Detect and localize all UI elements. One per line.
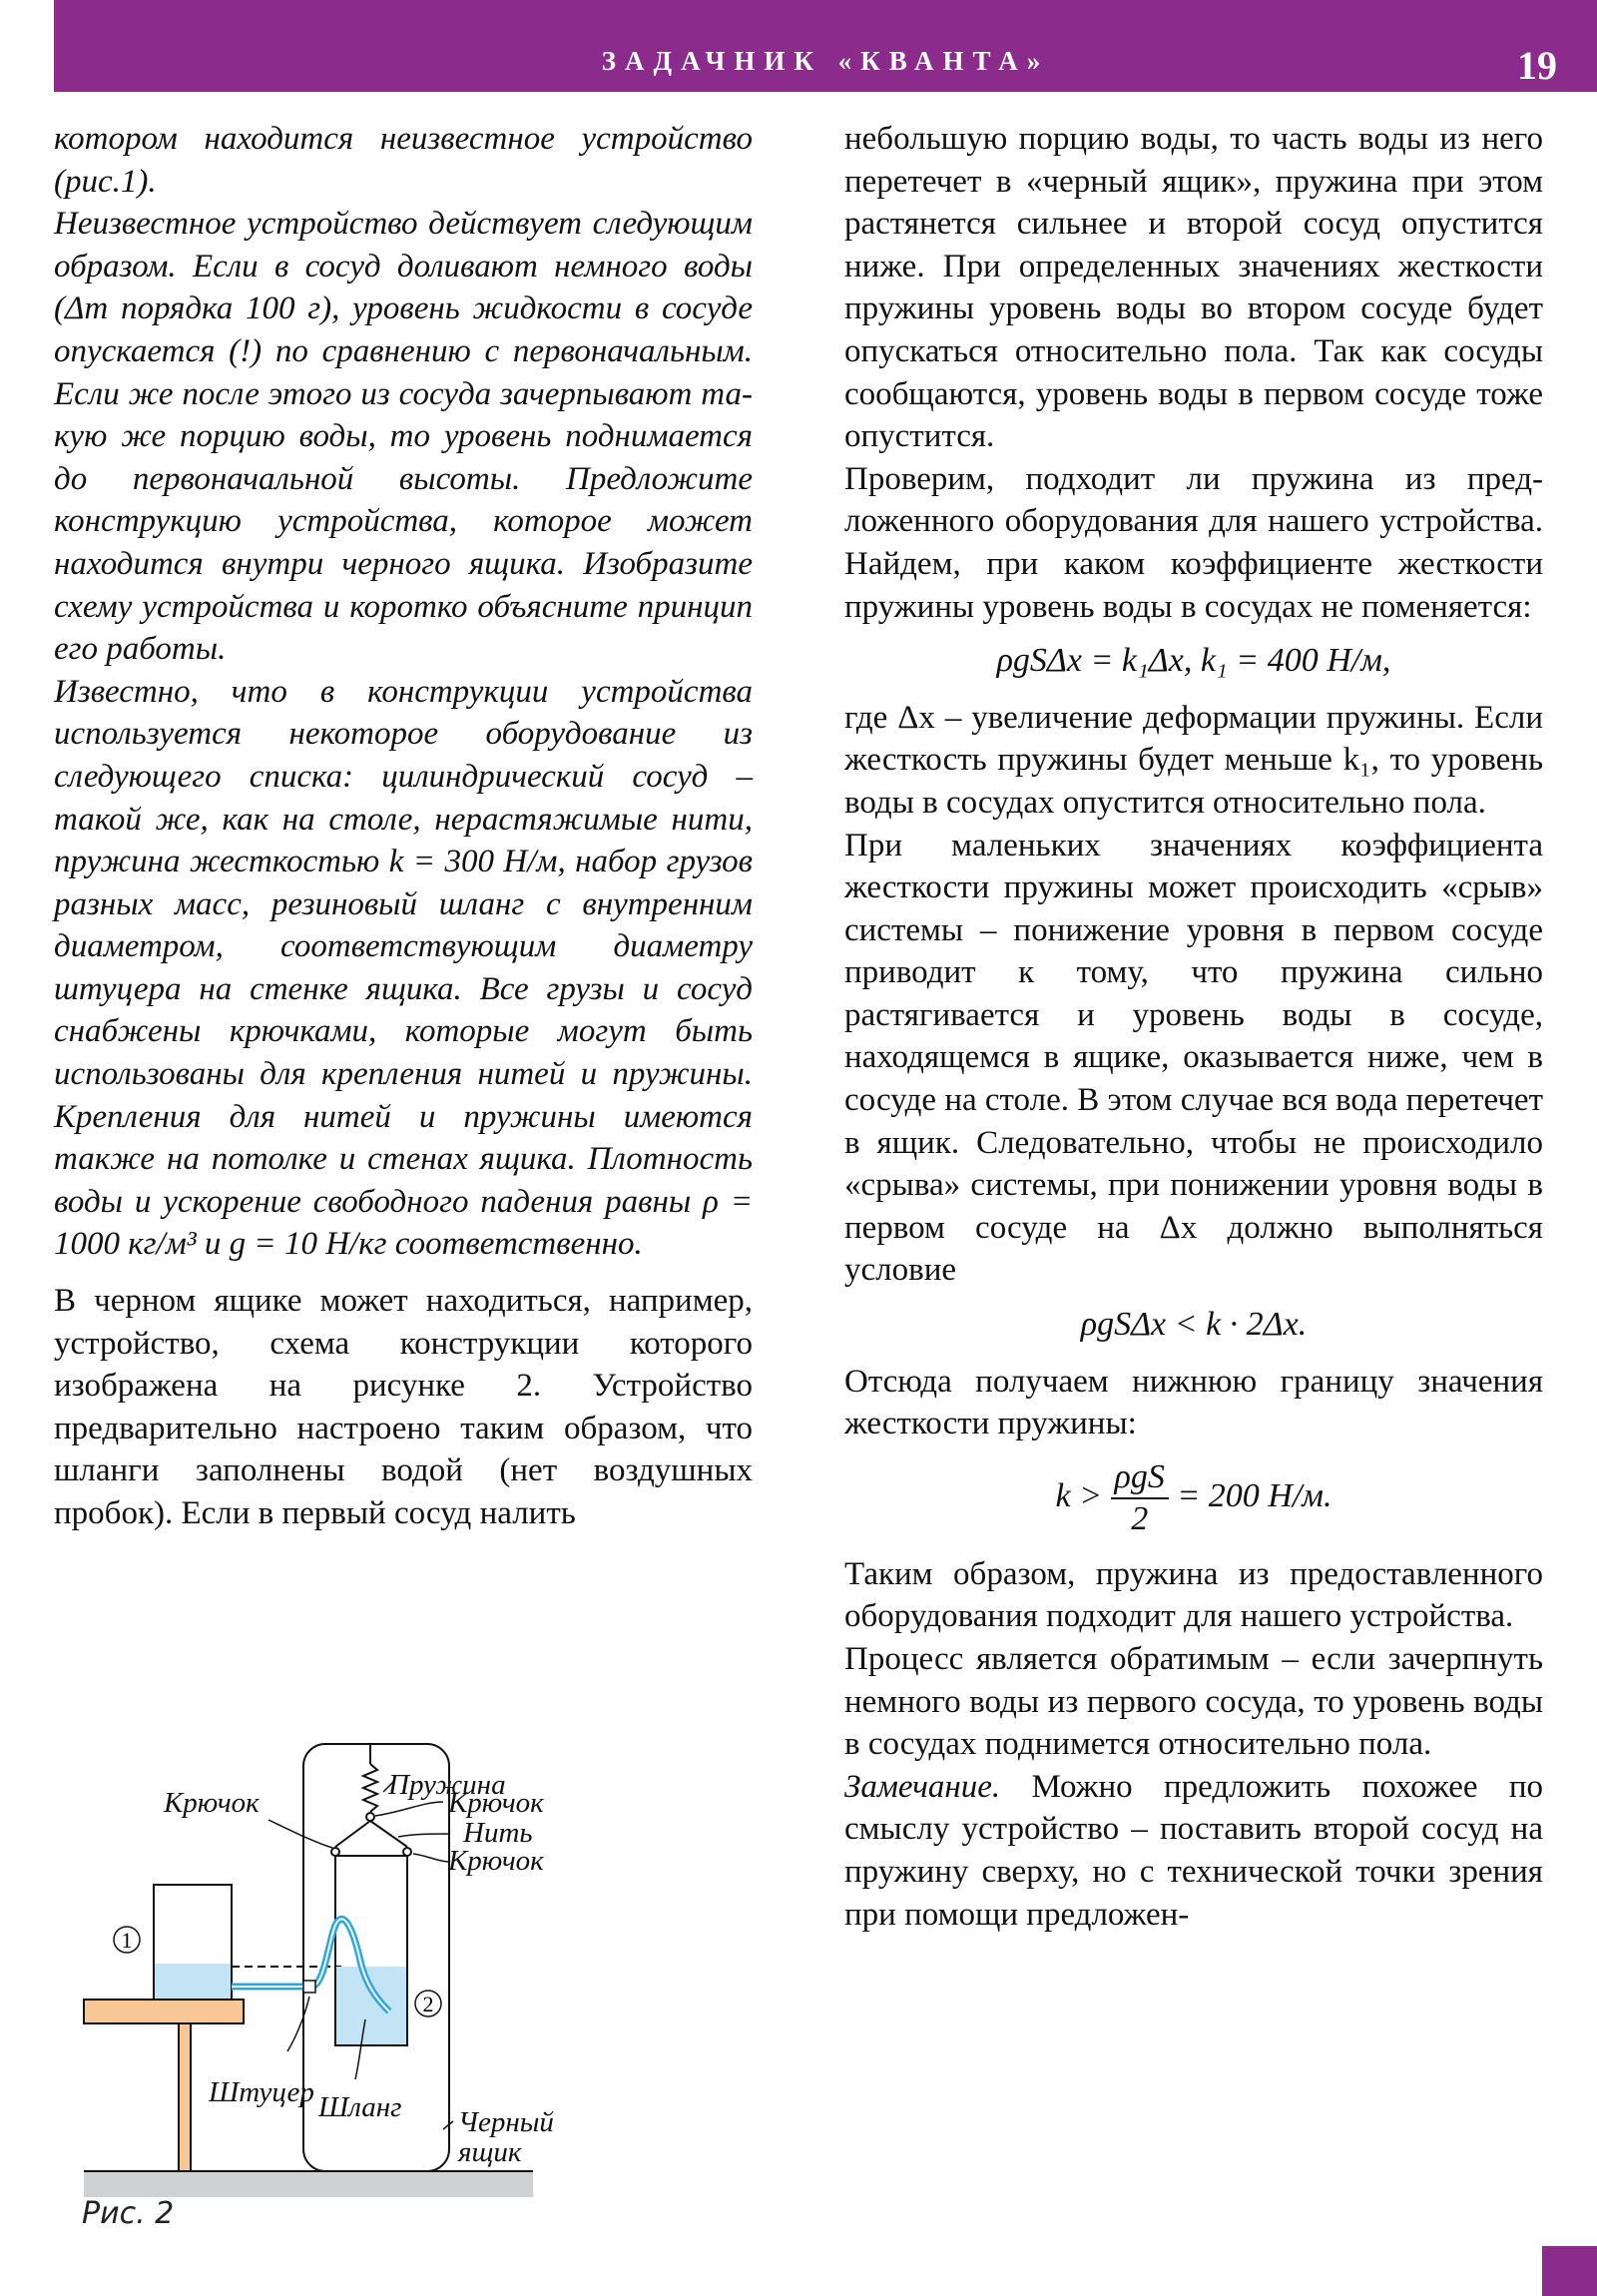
label-hook-top: Крючок bbox=[448, 1787, 544, 1819]
svg-text:2: 2 bbox=[422, 1992, 434, 2016]
spring bbox=[363, 1764, 377, 1812]
remark-label: Замечание. bbox=[844, 1768, 1001, 1805]
paragraph-5: Отсюда получаем нижнюю границу значения жесткости пружины: bbox=[844, 1363, 1543, 1442]
paragraph-8 bbox=[844, 1766, 1543, 1936]
formula-3 bbox=[844, 1457, 1543, 1539]
label-hook-left: Крючок bbox=[164, 1787, 260, 1819]
page-number: 19 bbox=[1517, 43, 1557, 88]
fraction-numerator: ρgS bbox=[1111, 1457, 1169, 1499]
paragraph-6: Таким образом, пружина из предоставленного оборудования подходит для нашего устройства. bbox=[844, 1555, 1543, 1635]
right-column bbox=[844, 118, 1543, 1936]
paragraph-7: Процесс является обратимым – если зачерпнуть немного воды из первого сосуда, то уровень воды в сосудах поднимется относительно пола. bbox=[844, 1641, 1543, 1763]
formula-2: ρgSΔx < k · 2Δx. bbox=[1080, 1306, 1308, 1344]
figure-caption: Рис. 2 bbox=[82, 2196, 175, 2231]
problem-paragraph-1: котором находится неизвестное устройство (рис.1). bbox=[54, 121, 753, 200]
page-header bbox=[54, 0, 1597, 92]
section-title: ЗАДАЧНИК «КВАНТА» bbox=[601, 46, 1050, 76]
svg-text:1: 1 bbox=[121, 1928, 133, 1953]
fraction-denominator: 2 bbox=[1131, 1499, 1149, 1537]
left-column bbox=[54, 118, 753, 1535]
figure-2 bbox=[54, 1702, 753, 2241]
paragraph-3: где Δx – увеличение деформации пружины. Если жесткость пружины будет меньше k₁, то уровень воды в сосудах опустится относительно пола. bbox=[844, 699, 1543, 821]
paragraph-2: Проверим, подходит ли пружина из предложенного оборудования для нашего устройства. Найдем, при каком коэффициенте жесткости пружины уровень воды в сосудах не поменяется: bbox=[844, 460, 1543, 625]
table-top bbox=[84, 2000, 244, 2023]
problem-paragraph-2: Неизвестное устройство действует следующим образом. Если в сосуд доливают немного воды (Δm порядка 100 г), уровень жидкости в сосуде опускается (!) по сравнению с первоначальным. Если же после этого из сосуда зачерпывают такую же порцию воды, то уровень поднимается до первоначальной высоты. Предложите конструкцию устройства, которое может находится внутри черного ящика. Изобразите схему устройства и коротко объясните принцип его работы. bbox=[54, 206, 753, 668]
label-thread: Нить bbox=[463, 1817, 533, 1849]
formula-3-lhs: k > bbox=[1055, 1476, 1103, 1514]
remark-text: Можно предложить похожее по смыслу устройство – поставить второй сосуд на пружину сверху, но с технической точки зрения при помощи предложен- bbox=[844, 1768, 1543, 1933]
table-leg bbox=[179, 2023, 191, 2171]
solution-paragraph-1: В черном ящике может находиться, например, устройство, схема конструкции которого изображена на рисунке 2. Устройство предварительно настроено таким образом, что шланги заполнены водой (нет воздушных пробок). Если в первый сосуд налить bbox=[54, 1283, 753, 1531]
floor bbox=[84, 2171, 533, 2197]
label-black-box-1: Черный bbox=[458, 2106, 554, 2138]
apparatus-diagram bbox=[54, 1702, 753, 2201]
label-hose: Шланг bbox=[318, 2091, 402, 2123]
formula-3-rhs: = 200 Н/м. bbox=[1177, 1476, 1332, 1514]
label-fitting: Штуцер bbox=[209, 2076, 314, 2108]
corner-tab bbox=[1542, 2246, 1597, 2296]
paragraph-1: небольшую порцию воды, то часть воды из него перетечет в «черный ящик», пружина при этом растянется сильнее и второй сосуд опустится ниже. При определенных значениях жесткости пружины уровень воды во втором сосуде будет опускаться относительно пола. Так как сосуды сообщаются, уровень воды в первом сосуде тоже опустится. bbox=[844, 121, 1543, 455]
formula-1: ρgSΔx = k₁Δx, k₁ = 400 Н/м, bbox=[996, 642, 1391, 680]
label-hook-right: Крючок bbox=[448, 1845, 544, 1877]
label-spring: Пружина bbox=[388, 1769, 506, 1801]
fraction bbox=[1111, 1457, 1169, 1539]
paragraph-4: При маленьких значениях коэффициента жесткости пружины может происходить «срыв» системы – понижение уровня в первом сосуде приводит к тому, что пружина сильно растягивается и уровень воды в сосуде, находящемся в ящике, оказывается ниже, чем в сосуде на столе. В этом случае вся вода перетечет в ящик. Следовательно, чтобы не происходило «срыва» системы, при понижении уровня воды в первом сосуде на Δx должно выполняться условие bbox=[844, 827, 1543, 1289]
problem-paragraph-3: Известно, что в конструкции устройства используется некоторое оборудование из следующего списка: цилиндрический сосуд – такой же, как на столе, нерастяжимые нити, пружина жесткостью k = 300 Н/м, набор грузов разных масс, резиновый шланг с внутренним диаметром, соответствующим диаметру штуцера на стенке ящика. Все грузы и сосуд снабжены крючками, которые могут быть использованы для крепления нитей и пружины. Крепления для нитей и пружины имеются также на потолке и стенах ящика. Плотность воды и ускорение свободного падения равны ρ = 1000 кг/м³ и g = 10 Н/кг соответственно. bbox=[54, 673, 753, 1263]
fitting bbox=[303, 1981, 315, 1993]
label-black-box-2: ящик bbox=[458, 2136, 522, 2168]
